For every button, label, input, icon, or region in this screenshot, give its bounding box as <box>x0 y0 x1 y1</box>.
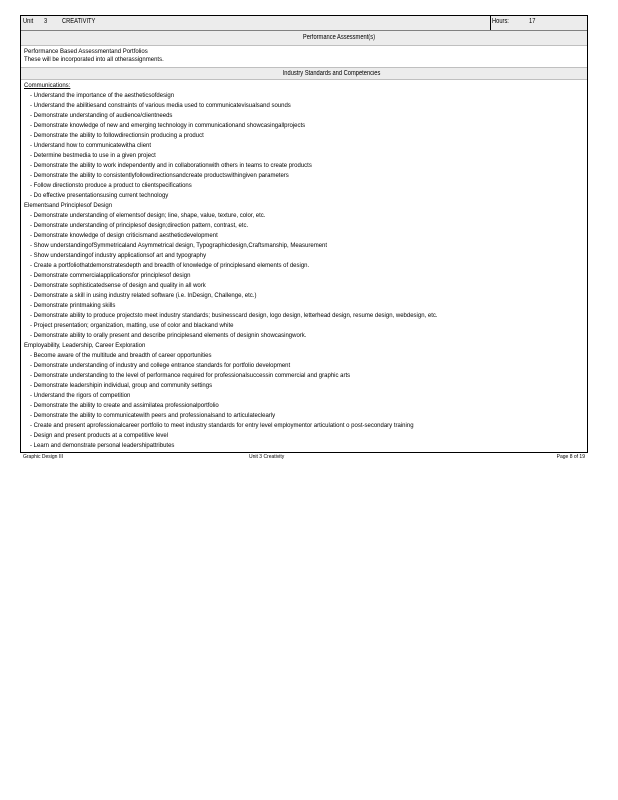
list-item: - Demonstrate ability to produce projectsto meet industry standards; businesscard design, logo design, letterhead design, resume design, webdesign, etc. <box>30 313 438 319</box>
list-item: - Understand the importance of the aestheticsofdesign <box>30 93 175 99</box>
list-item: - Become aware of the multitude and breadth of career opportunities <box>30 353 212 359</box>
list-item: - Show understandingof industry applicationsof art and typography <box>30 253 207 259</box>
list-item: - Determine bestmedia to use in a given project <box>30 153 156 159</box>
hours-label: Hours: <box>492 18 509 25</box>
list-item: - Create and present aprofessionalcareer portfolio to meet industry standards for entry level employmentor articulationt o post-secondary training <box>30 423 414 429</box>
performance-based-line2: These will be incorporated into all otherassignments. <box>24 57 164 63</box>
list-item: - Demonstrate sophisticatedsense of design and quality in all work <box>30 283 206 289</box>
section-title: Communications: <box>24 83 71 89</box>
unit-label: Unit <box>23 18 34 25</box>
list-item: - Demonstrate understanding to the level of performance required for professionalsuccessin commercial and graphic arts <box>30 373 351 379</box>
list-item: - Show understandingofSymmetricaland Asymmetrical design, Typographicdesign,Craftsmanship, Measurement <box>30 243 328 249</box>
list-item: - Understand how to communicatewitha client <box>30 143 152 149</box>
performance-based-line1: Performance Based Assessmentand Portfolios <box>24 49 148 55</box>
curriculum-unit-table <box>20 15 588 453</box>
section-title: Elementsand Principlesof Design <box>24 203 113 209</box>
list-item: - Understand the rigors of competition <box>30 393 131 399</box>
standards-band <box>21 67 587 80</box>
list-item: - Project presentation; organization, matting, use of color and blackand white <box>30 323 234 329</box>
list-item: - Demonstrate knowledge of design criticismand aestheticdevelopment <box>30 233 218 239</box>
list-item: - Demonstrate understanding of audience/clientneeds <box>30 113 173 119</box>
list-item: - Demonstrate the ability to work independently and in collaborationwith others in teams to create products <box>30 163 312 169</box>
list-item: - Demonstrate understanding of principlesof design;direction pattern, contrast, etc. <box>30 223 249 229</box>
unit-header-row <box>21 16 587 31</box>
list-item: - Demonstrate a skill in using industry related software (i.e. InDesign, Challenge, etc.) <box>30 293 257 299</box>
list-item: - Learn and demonstrate personal leadershipattributes <box>30 443 175 449</box>
footer-course: Graphic Design III <box>23 454 64 460</box>
unit-title: CREATIVITY <box>62 18 96 25</box>
header-divider <box>490 16 491 30</box>
list-item: - Demonstrate the ability to consistentlyfollowdirectionsandcreate productswithingiven parameters <box>30 173 289 179</box>
list-item: - Design and present products at a competitive level <box>30 433 169 439</box>
list-item: - Demonstrate the ability to followdirectionsin producing a product <box>30 133 204 139</box>
hours-value: 17 <box>529 18 536 25</box>
list-item: - Demonstrate ability to orally present and describe principlesand elements of designin showcasingwork. <box>30 333 307 339</box>
list-item: - Demonstrate printmaking skills <box>30 303 116 309</box>
standards-heading: Industry Standards and Competencies <box>283 70 381 77</box>
performance-based-text <box>21 46 587 67</box>
list-item: - Demonstrate the ability to create and assimilatea professionalportfolio <box>30 403 219 409</box>
unit-number: 3 <box>44 18 48 25</box>
list-item: - Demonstrate commercialapplicationsfor principlesof design <box>30 273 191 279</box>
competency-list <box>21 80 587 452</box>
list-item: - Follow directionsto produce a product to clientspecifications <box>30 183 192 189</box>
list-item: - Understand the abilitiesand constraints of various media used to communicatevisualsand sounds <box>30 103 291 109</box>
list-item: - Demonstrate understanding of industry and college entrance standards for portfolio development <box>30 363 291 369</box>
footer-unit: Unit 3 Creativity <box>249 454 285 460</box>
list-item: - Demonstrate understanding of elementsof design; line, shape, value, texture, color, etc. <box>30 213 266 219</box>
page-footer <box>20 454 588 462</box>
performance-assessment-band <box>21 31 587 46</box>
section-title: Employability, Leadership, Career Exploration <box>24 343 146 349</box>
list-item: - Create a portfoliothatdemonstratesdepth and breadth of knowledge of principlesand elements of design. <box>30 263 310 269</box>
list-item: - Do effective presentationsusing current technology <box>30 193 169 199</box>
performance-assessment-heading: Performance Assessment(s) <box>302 34 376 41</box>
list-item: - Demonstrate leadershipin individual, group and community settings <box>30 383 213 389</box>
list-item: - Demonstrate the ability to communicatewith peers and professionalsand to articulateclearly <box>30 413 276 419</box>
footer-page-number: Page 8 of 19 <box>556 454 585 460</box>
list-item: - Demonstrate knowledge of new and emerging technology in communicationand showcasingallprojects <box>30 123 306 129</box>
